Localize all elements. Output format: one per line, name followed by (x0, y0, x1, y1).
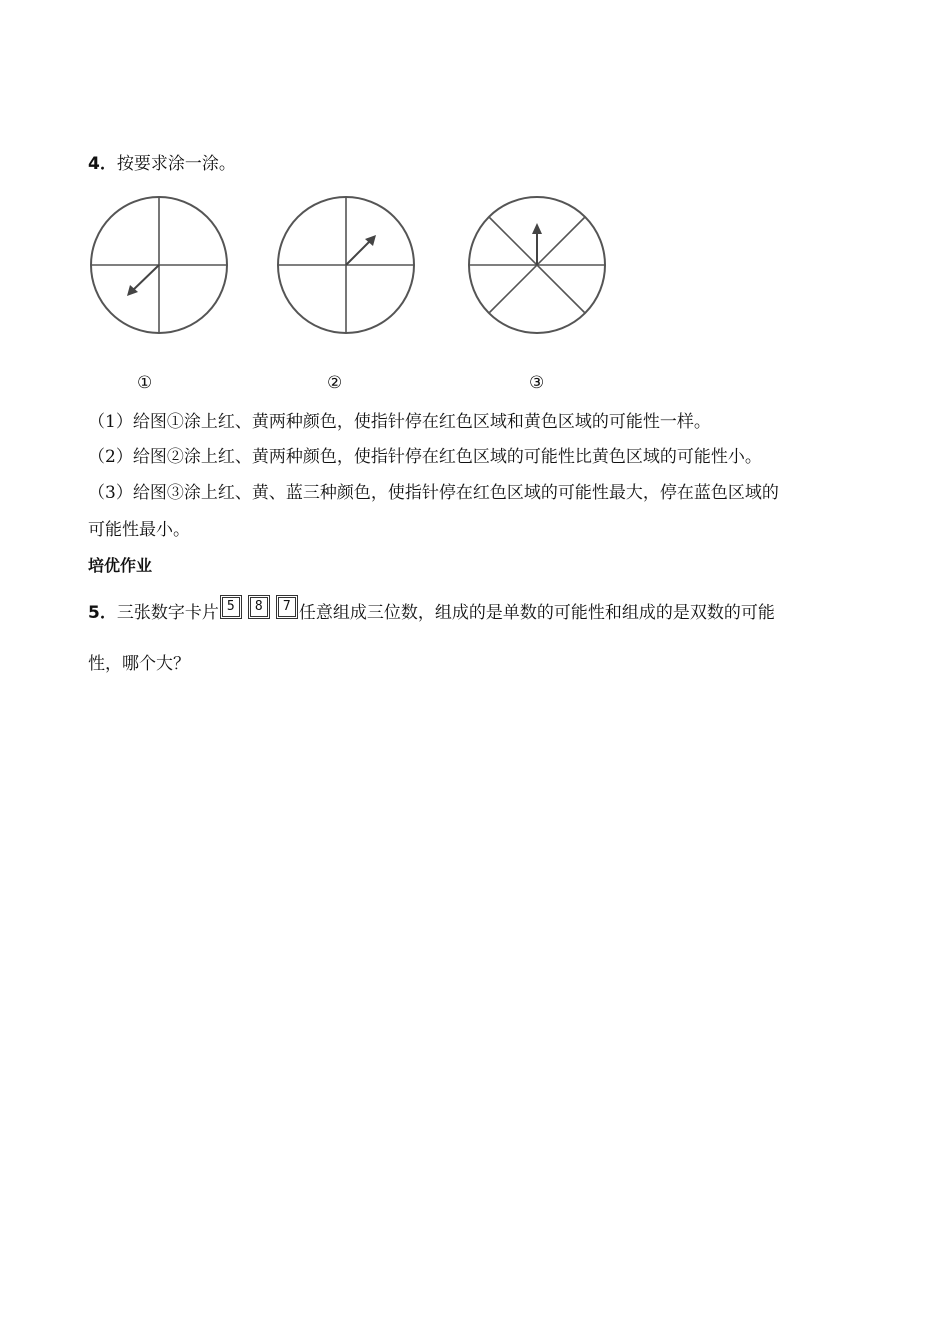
q4-item-3-cont: 可能性最小。 (88, 520, 190, 540)
spinner-2-label: ② (327, 373, 343, 393)
spinner-3-label: ③ (529, 373, 545, 393)
q4-heading (88, 152, 236, 176)
q5-line-1 (88, 601, 775, 625)
number-card: 7 (276, 595, 298, 619)
spinner-3 (467, 195, 607, 335)
q5-text-after: 任意组成三位数，组成的是单数的可能性和组成的是双数的可能 (298, 603, 775, 623)
number-card: 5 (220, 595, 242, 619)
spinner-1-label: ① (137, 373, 153, 393)
q5-text-before: 三张数字卡片 (116, 603, 219, 623)
q4-item-2: （2）给图②涂上红、黄两种颜色，使指针停在红色区域的可能性比黄色区域的可能性小。 (88, 447, 762, 467)
q4-item-3: （3）给图③涂上红、黄、蓝三种颜色，使指针停在红色区域的可能性最大，停在蓝色区域的 (88, 483, 779, 503)
spinner-2 (276, 195, 416, 335)
q5-line-2: 性，哪个大？ (88, 654, 190, 674)
section-title: 培优作业 (88, 556, 153, 575)
q4-title: 按要求涂一涂。 (116, 154, 236, 174)
number-card: 8 (248, 595, 270, 619)
q5-number: 5． (88, 603, 117, 623)
q4-item-1: （1）给图①涂上红、黄两种颜色，使指针停在红色区域和黄色区域的可能性一样。 (88, 412, 711, 432)
q4-number: 4． (88, 154, 117, 174)
spinner-1 (89, 195, 229, 335)
